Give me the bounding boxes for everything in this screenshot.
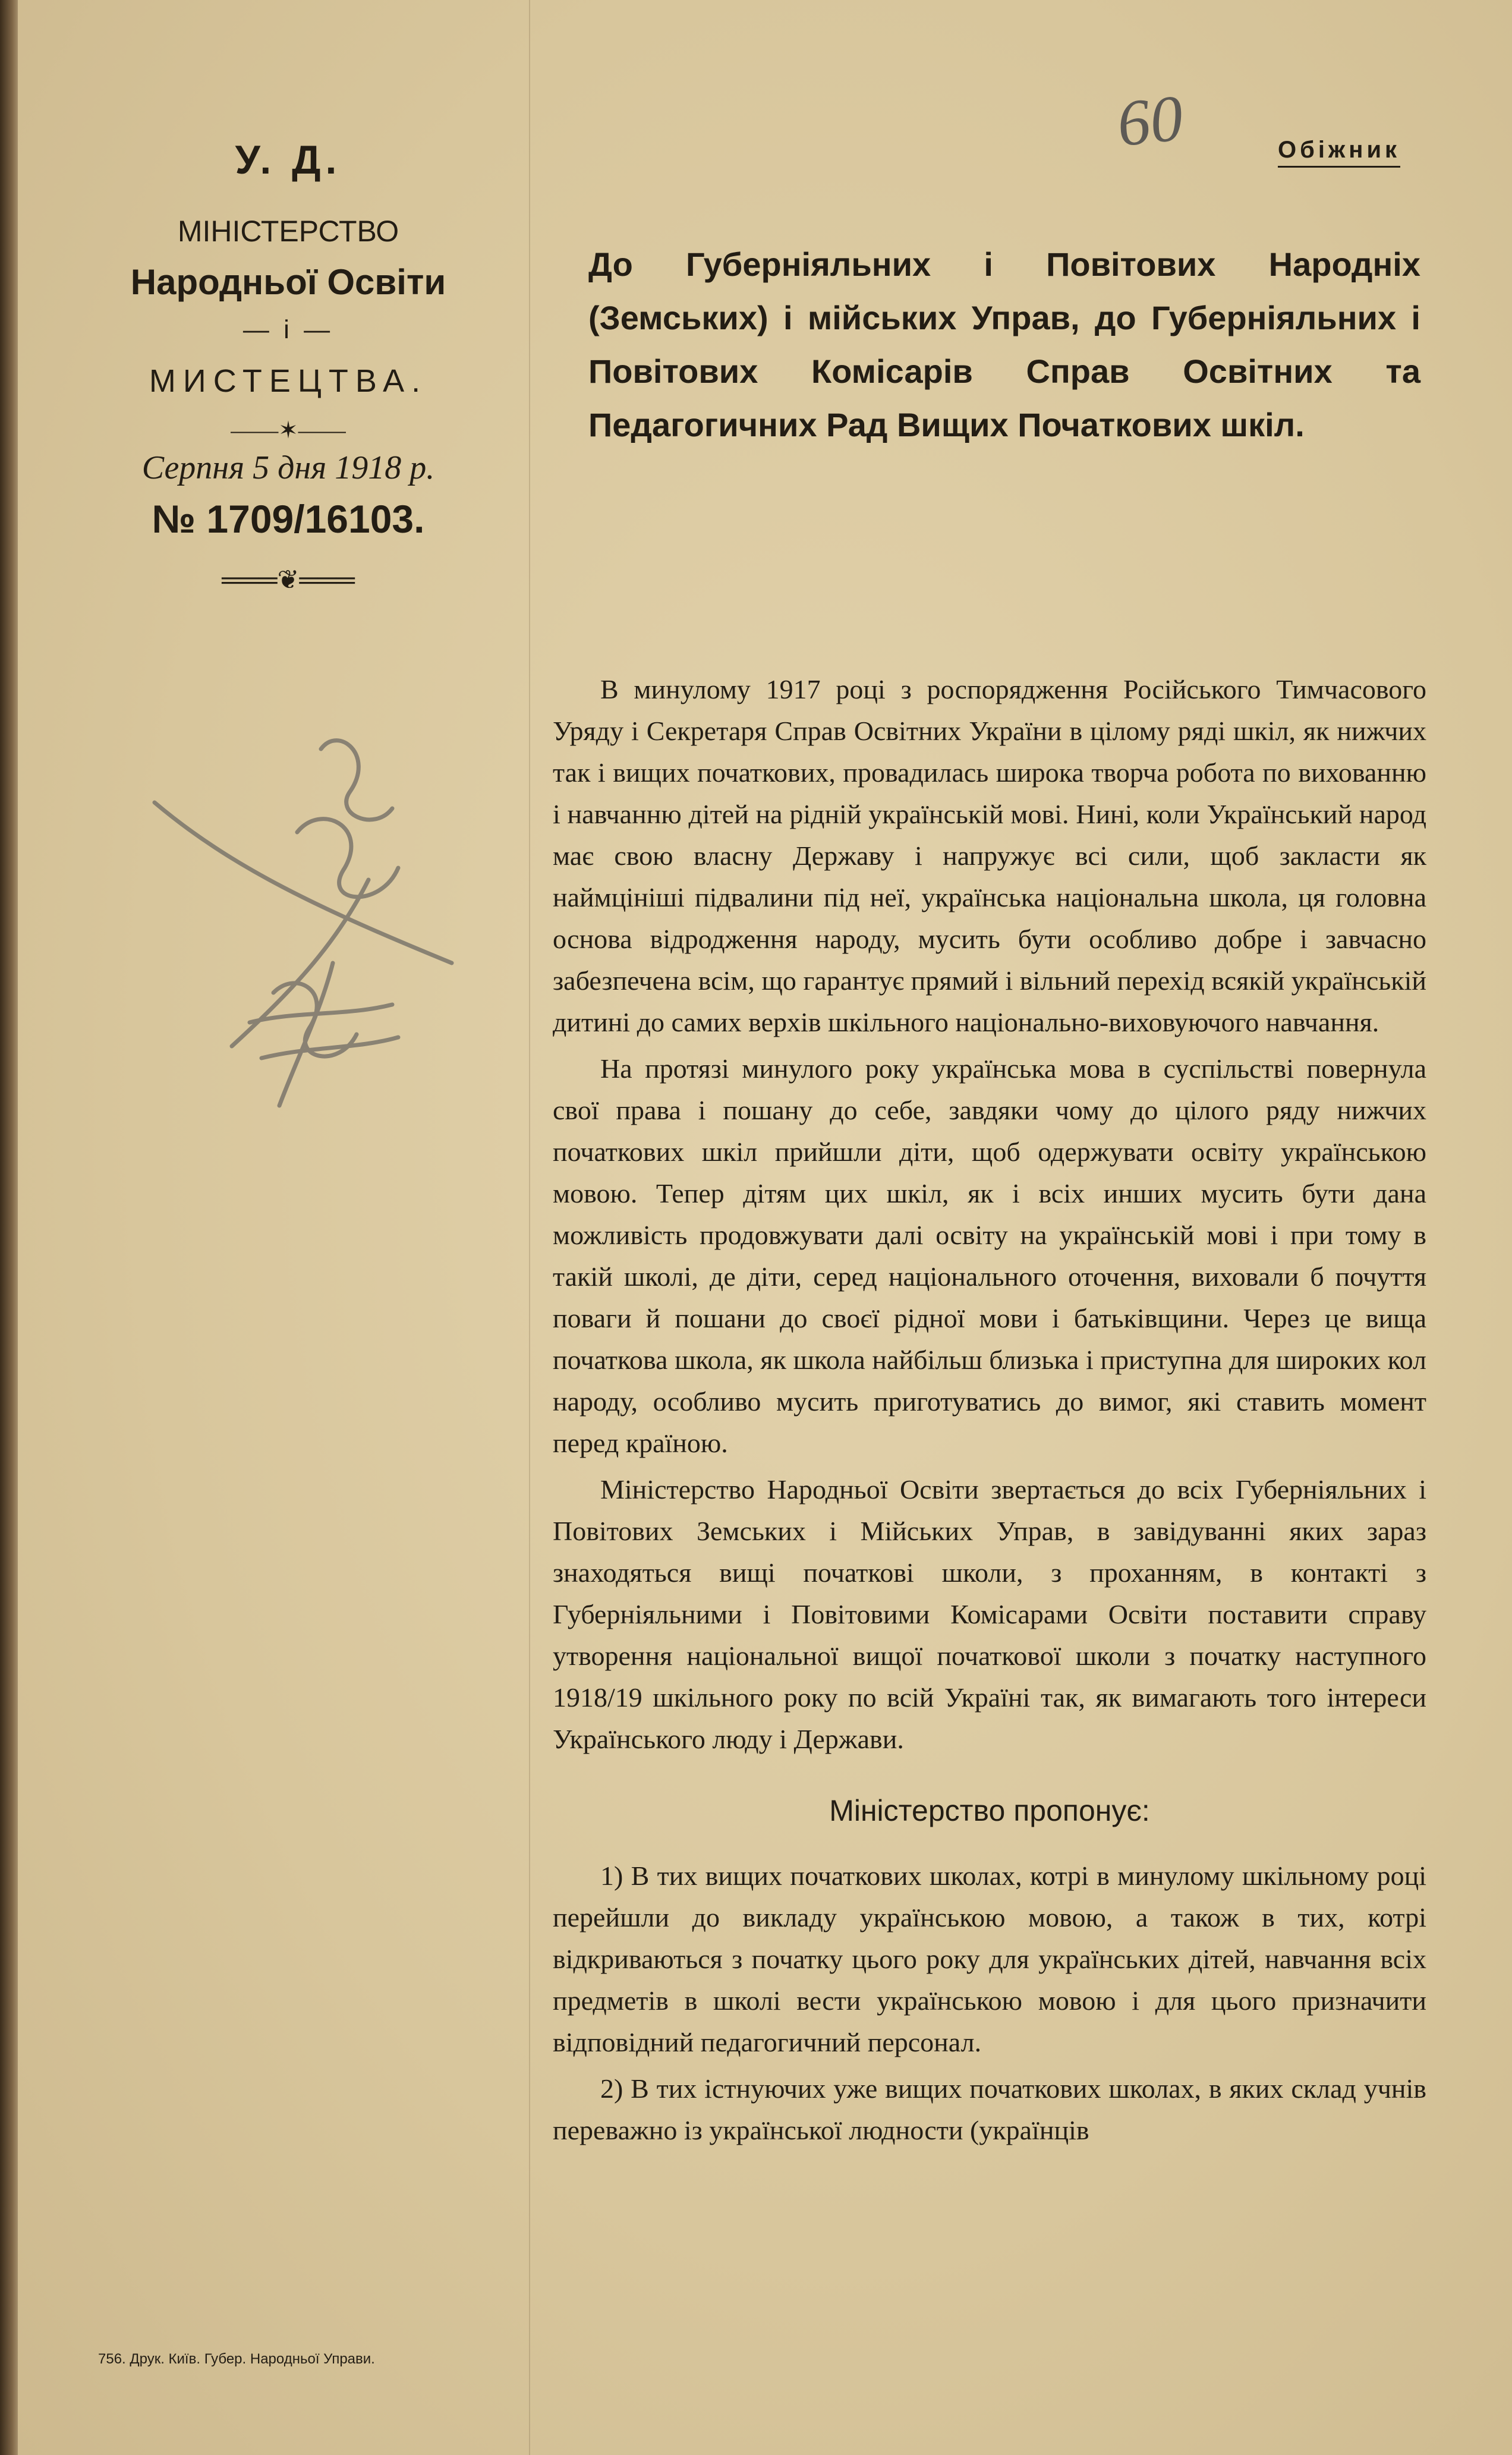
proposes-heading: Міністерство пропонує: bbox=[829, 1794, 1150, 1827]
addressee-heading: До Губерніяльних і Повітових Народніх (Земських) і мійських Управ, до Губерніяльних і Повітових Комісарів Справ Освітних та Педагогичних Рад Вищих Початкових шкіл. bbox=[588, 246, 1420, 443]
pencil-scribble-icon bbox=[143, 713, 499, 1129]
body-paragraph: Міністерство Народньої Освіти звертається до всіх Губерніяльних і Повітових Земських і Мійських Управ, в завідуванні яких зараз знаходяться вищі початкові школи, з проханням, в контакті з Губерніяльними і Повітовими Комісарами Освіти поставити справу утворення національної вищої початкової школи з початку наступного 1918/19 шкільного року по всій Україні так, як вимагають того інтереси Українського люду і Держави. bbox=[553, 1474, 1426, 1754]
letterhead-arts: МИСТЕЦТВА. bbox=[149, 363, 428, 399]
page-fold bbox=[529, 0, 530, 2455]
letterhead-ministry-name: Народньої Освіти bbox=[130, 262, 446, 302]
letterhead-date: Серпня 5 дня 1918 р. bbox=[141, 449, 435, 486]
handwritten-page-number: 60 bbox=[1113, 81, 1187, 160]
letterhead-ornament-top: ——✶—— bbox=[231, 417, 346, 443]
proposal-item: 2) В тих істнуючих уже вищих початкових школах, в яких склад учнів переважно із української людности (українців bbox=[553, 2073, 1426, 2145]
document-body bbox=[553, 669, 1426, 2151]
letterhead-abbrev: У. Д. bbox=[235, 137, 342, 182]
letterhead-ornament-bottom: ═══❦═══ bbox=[222, 565, 355, 594]
binding-edge bbox=[0, 0, 20, 2455]
body-paragraph: В минулому 1917 році з роспорядження Російського Тимчасового Уряду і Секретаря Справ Освітних України в цілому ряді шкіл, як нижчих так і вищих початкових, провадилась широка творча робота по вихованню і навчанню дітей на рідній українській мові. Нині, коли Український народ має свою власну Державу і напружує всі сили, щоб закласти як наймцініші підвалини під неї, українська національна школа, ця головна основа відродження народу, мусить бути особливо добре і завчасно забезпечена всім, що гарантує прямий і вільний перехід всякій українській дитині до самих верхів шкільного національно-виховуючого навчання. bbox=[553, 674, 1426, 1037]
printer-imprint: 756. Друк. Київ. Губер. Народньої Управи. bbox=[98, 2351, 375, 2367]
letterhead-conjunction: — і — bbox=[242, 315, 334, 344]
letterhead-ministry: МІНІСТЕРСТВО bbox=[177, 215, 399, 248]
letterhead-number: № 1709/16103. bbox=[152, 497, 425, 541]
body-paragraph: На протязі минулого року українська мова в суспільстві повернула свої права і пошану до себе, завдяки чому до цілого ряду нижчих початкових шкіл прийшли діти, щоб одержувати освіту українською мовою. Тепер дітям цих шкіл, як і всіх инших мусить бути дана можливість продовжувати далі освіту на українській мові і при тому в такій школі, де діти, серед національного оточення, виховали б почуття поваги й пошани до своєї рідної мови і батьківщини. Через це вища початкова школа, як школа найбільш близька і приступна для широких кол народу, особливо мусить приготуватись до вимог, які ставить момент перед країною. bbox=[553, 1053, 1426, 1458]
circular-label: Обіжник bbox=[1278, 137, 1400, 168]
proposal-item: 1) В тих вищих початкових школах, котрі в минулому шкільному році перейшли до викладу українською мовою, а також в тих, котрі відкриваються з початку цього року для українських дітей, навчання всіх предметів в школі вести українською мовою і для цього призначити відповідний педагогичний персонал. bbox=[553, 1861, 1426, 2057]
